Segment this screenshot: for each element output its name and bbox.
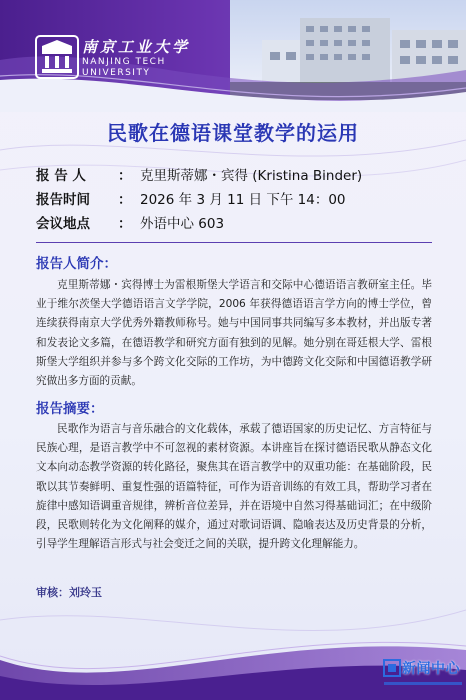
section-divider [36, 242, 432, 243]
news-center-label: 新闻中心 [402, 661, 460, 677]
time-label: 报告时间 [36, 192, 90, 208]
speaker-value: 克里斯蒂娜・宾得 (Kristina Binder) [140, 168, 363, 184]
abstract-heading: 报告摘要： [36, 401, 104, 417]
university-name-en-line1: NANJING TECH [82, 57, 166, 67]
abstract-paragraph: 民歌作为语言与音乐融合的文化载体，承载了德语国家的历史记忆、方言特征与民族心理，是语言教学中不可忽视的素材资源。本讲座旨在探讨德语民歌从静态文化文本向动态教学资源的转化路径，聚焦其在语言教学中的双重功能：在基础阶段，民歌以其节奏鲜明、重复性强的语篇特征，可作为语音训练的有效工具，帮助学习者在旋律中感知语调重音规律，辨析音位差异，并在语境中自然习得基础词汇；在中级阶段，民歌则转化为文化阐释的媒介，通过对歌词语调、隐喻表达及历史背景的分析，引导学生理解语言形式与社会变迁之间的关联，提升跨文化理解能力。 [36, 423, 432, 551]
speaker-label: 报 告 人 [36, 168, 86, 184]
place-colon: ： [118, 216, 132, 232]
meta-time [36, 186, 362, 210]
university-name-cn: 南京工业大学 [82, 38, 191, 56]
bio-paragraph: 克里斯蒂娜・宾得博士为雷根斯堡大学语言和交际中心德语语言教研室主任。毕业于维尔茨堡大学德语语言文学学院，2006 年获得德语语言学方向的博士学位，曾连续获得南京大学优秀外籍教师称号。她与中国同事共同编写多本教材，并出版专著和发表论文多篇，在德语教学和研究方面有独到的见解。她分别在哥廷根大学、雷根斯堡大学组织并参与多个跨文化交际的工作坊，为中德跨文化交际和中国德语教学研究做出多方面的贡献。 [36, 279, 432, 388]
speaker-colon: ： [118, 168, 132, 184]
news-center-underline [384, 680, 462, 688]
time-value: 2026 年 3 月 11 日 下午 14：00 [140, 192, 346, 208]
university-name-en-line2: UNIVERSITY [82, 68, 151, 78]
university-name-en [82, 57, 166, 79]
meta-place [36, 210, 362, 234]
place-label: 会议地点 [36, 216, 90, 232]
bio-heading: 报告人简介： [36, 256, 117, 272]
place-value: 外语中心 603 [140, 216, 225, 232]
meta-speaker [36, 162, 362, 186]
meta-info [36, 162, 362, 234]
university-seal-icon [34, 34, 80, 80]
review-note: 审核：刘玲玉 [36, 586, 102, 599]
page-title: 民歌在德语课堂教学的运用 [107, 121, 359, 145]
time-colon: ： [118, 192, 132, 208]
